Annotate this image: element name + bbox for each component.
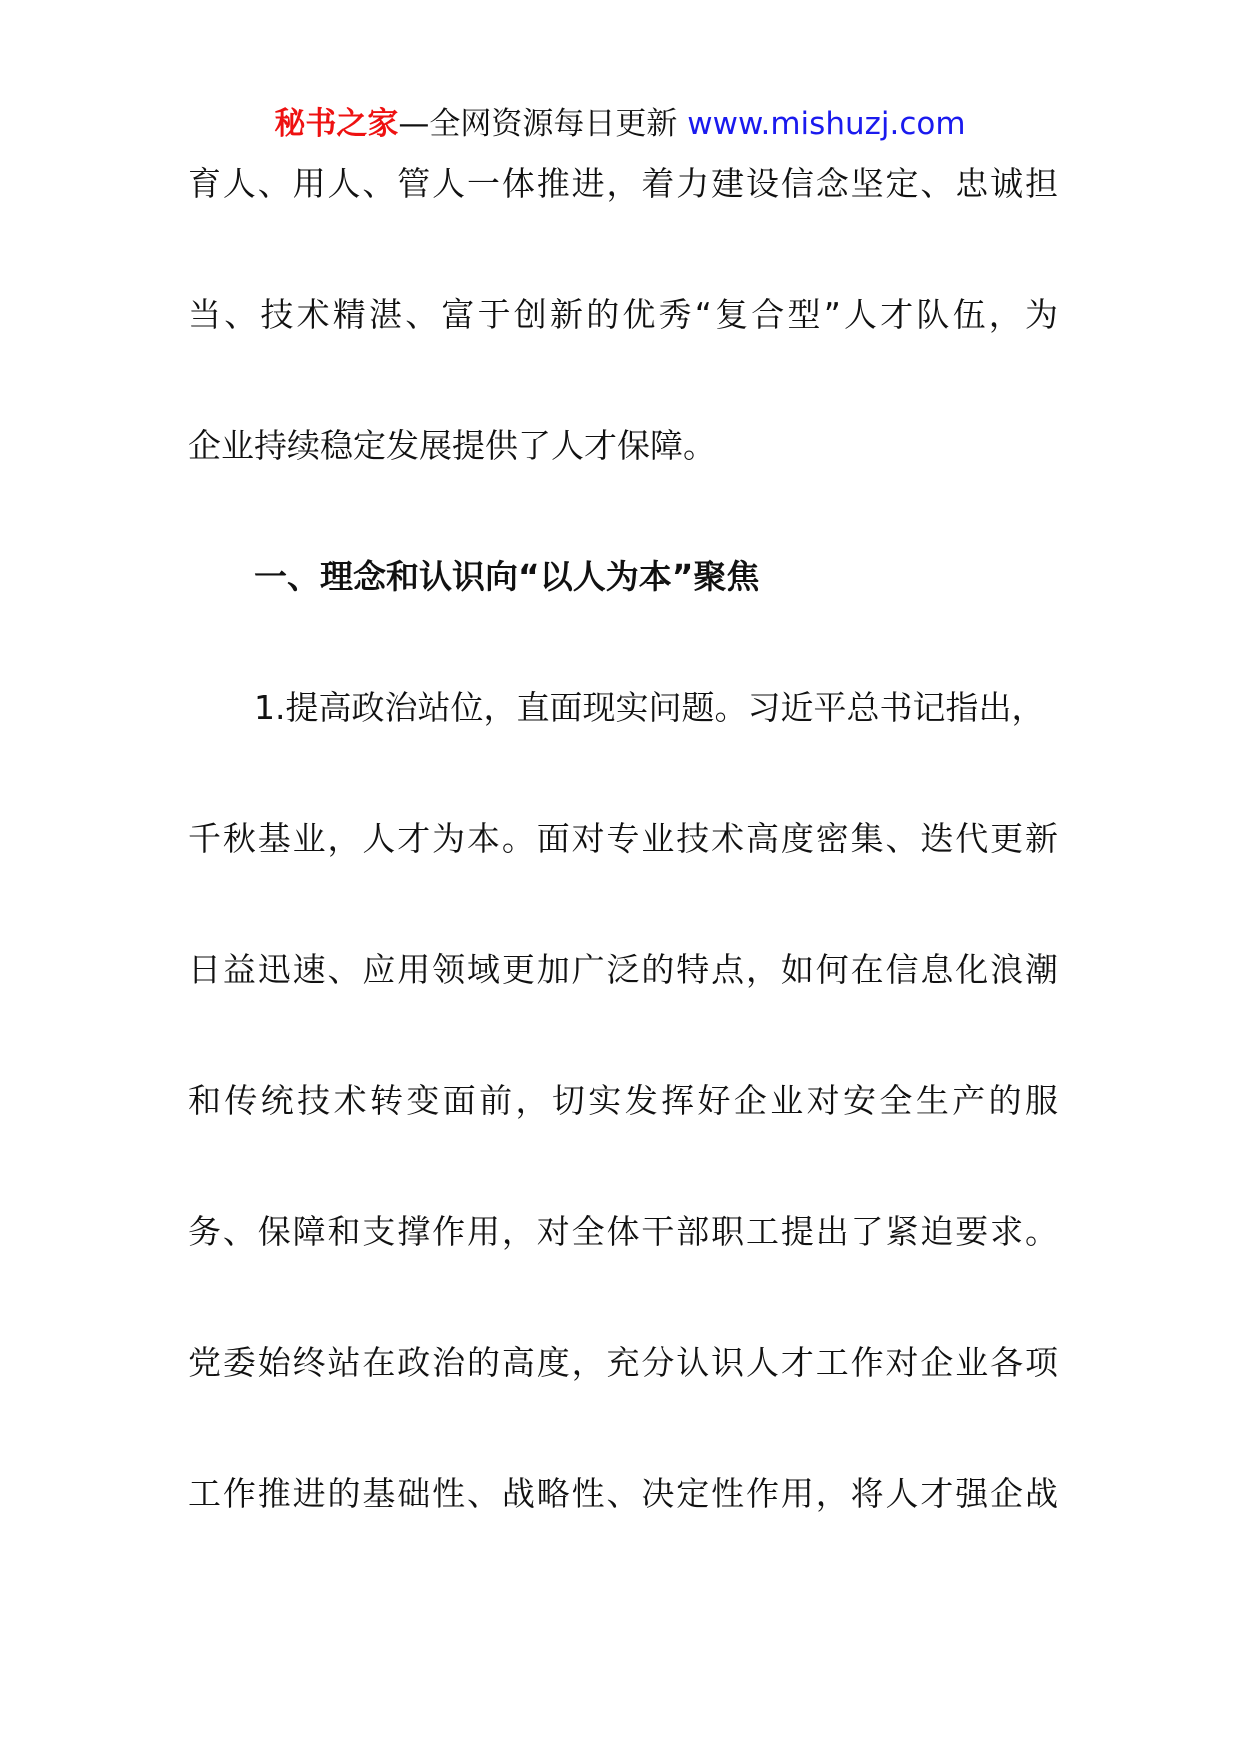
paragraph-line: 党委始终站在政治的高度，充分认识人才工作对企业各项 xyxy=(188,1343,1058,1382)
header-slogan: —全网资源每日更新 xyxy=(398,106,688,142)
paragraph-line: 企业持续稳定发展提供了人才保障。 xyxy=(188,426,716,465)
paragraph-line: 和传统技术转变面前，切实发挥好企业对安全生产的服 xyxy=(188,1081,1058,1120)
header-url-link[interactable]: www.mishuzj.com xyxy=(687,106,966,142)
paragraph-line: 务、保障和支撑作用，对全体干部职工提出了紧迫要求。 xyxy=(188,1212,1058,1251)
section-heading: 一、理念和认识向“以人为本”聚焦 xyxy=(254,557,760,596)
paragraph-line: 当、技术精湛、富于创新的优秀“复合型”人才队伍，为 xyxy=(188,295,1058,334)
page-header xyxy=(0,102,1240,146)
document-body xyxy=(188,162,1058,1603)
header-brand: 秘书之家 xyxy=(274,106,399,142)
paragraph-line: 日益迅速、应用领域更加广泛的特点，如何在信息化浪潮 xyxy=(188,950,1058,989)
paragraph-line: 1.提高政治站位，直面现实问题。习近平总书记指出， xyxy=(254,688,1045,727)
paragraph-line: 千秋基业，人才为本。面对专业技术高度密集、迭代更新 xyxy=(188,819,1058,858)
paragraph-line: 育人、用人、管人一体推进，着力建设信念坚定、忠诚担 xyxy=(188,164,1058,203)
paragraph-line: 工作推进的基础性、战略性、决定性作用，将人才强企战 xyxy=(188,1474,1058,1513)
